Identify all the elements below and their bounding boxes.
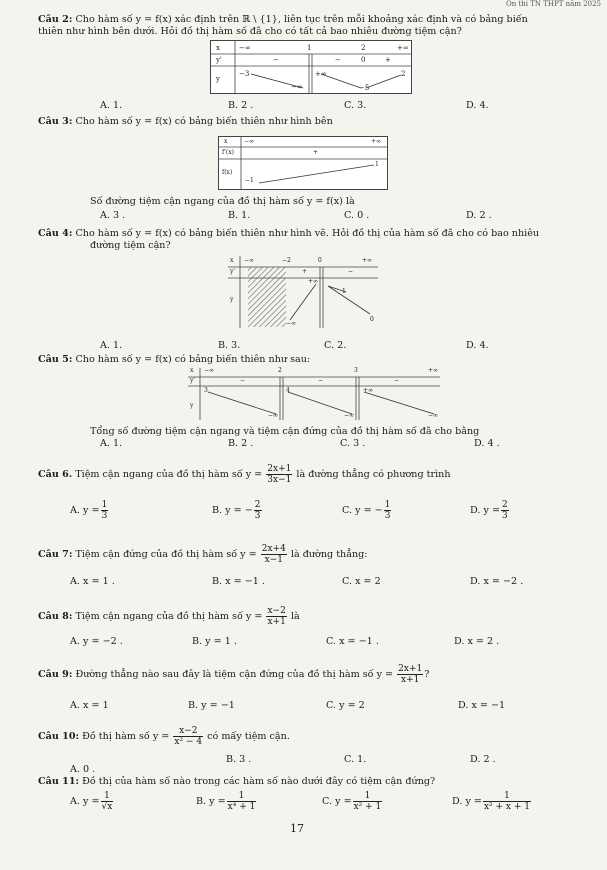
q5-line1: Câu 5: Cho hàm số y = f(x) có bảng biến thiên như sau:: [38, 354, 311, 365]
q5-line2: Tổng số đường tiệm cận ngang và tiệm cận đứng của đồ thị hàm số đã cho bằng: [90, 426, 480, 437]
q5-x-label: x: [190, 367, 194, 374]
q2-yp-label: y': [216, 56, 222, 64]
q4-yv: 0: [370, 316, 374, 323]
q6-option-d[interactable]: D. y = $\frac{2}{3}$: [470, 500, 508, 521]
q11-option-a[interactable]: A. y = $\frac{1}{√x}$: [70, 791, 113, 812]
q5-yv: 3: [204, 387, 208, 394]
q5-option-d[interactable]: D. 4 .: [474, 438, 500, 449]
q3-variation-table: [218, 136, 388, 190]
q2-option-c[interactable]: C. 3.: [344, 100, 367, 111]
q2-arrow-3: [366, 75, 401, 88]
q4-arrow-3: [328, 286, 370, 314]
q2-xv: 2: [361, 44, 366, 52]
q5-xv: 2: [278, 367, 282, 374]
q10-stem: Câu 10: Đồ thị hàm số y = $\frac{x-2}{\text{x² − 4}}$ có mấy tiệm cận.: [38, 726, 290, 747]
q10-option-b[interactable]: B. 3 .: [226, 754, 252, 765]
q2-option-a[interactable]: A. 1.: [100, 100, 123, 111]
q9-option-d[interactable]: D. x = −1: [458, 700, 506, 711]
q2-option-b[interactable]: B. 2 .: [228, 100, 254, 111]
q2-variation-table: [210, 40, 412, 94]
q5-yv: −∞: [268, 412, 279, 419]
q8-fraction: $\frac{x-2}{x+1}$: [267, 606, 286, 627]
q10-option-c[interactable]: C. 1.: [344, 754, 367, 765]
q4-option-d[interactable]: D. 4.: [466, 340, 489, 351]
q4-line1: Câu 4: Cho hàm số y = f(x) có bảng biến thiên như hình vẽ. Hỏi đồ thị của hàm số đã cho có bao nhiêu: [38, 228, 540, 239]
q2-y-label: y: [216, 75, 220, 83]
q4-arrow-1: [290, 284, 316, 320]
q4-yv: +∞: [308, 278, 319, 285]
q11-option-c[interactable]: C. y = $\frac{1}{\text{x² + 1}}$: [322, 791, 382, 812]
q8-option-b[interactable]: B. y = 1 .: [192, 636, 237, 647]
q3-x-label: x: [224, 138, 228, 145]
q5-xv: 3: [354, 367, 358, 374]
q3-xv: −∞: [244, 138, 255, 145]
q6-option-c[interactable]: C. y = − $\frac{1}{3}$: [342, 500, 391, 521]
q11-option-d[interactable]: D. y = $\frac{1}{\text{x² + x + 1}}$: [452, 791, 530, 812]
q5-variation-table: [188, 368, 440, 420]
q2-yv: 2: [401, 70, 406, 78]
q5-yv: +∞: [363, 387, 374, 394]
q6-option-a[interactable]: A. y = $\frac{1}{3}$: [70, 500, 108, 521]
q3-option-a[interactable]: A. 3 .: [100, 210, 126, 221]
q5-option-a[interactable]: A. 1.: [100, 438, 123, 449]
q10-option-a[interactable]: A. 0 .: [70, 764, 96, 775]
q6-option-b[interactable]: B. y = − $\frac{2}{3}$: [212, 500, 261, 521]
q7-option-b[interactable]: B. x = −1 .: [212, 576, 265, 587]
q11-option-b[interactable]: B. y = $\frac{1}{\text{x⁴ + 1}}$: [196, 791, 256, 812]
q8-option-c[interactable]: C. x = −1 .: [326, 636, 379, 647]
q11-stem: Câu 11: Đồ thị của hàm số nào trong các hàm số nào dưới đây có tiệm cận đứng?: [38, 776, 436, 787]
q9-option-c[interactable]: C. y = 2: [326, 700, 365, 711]
q8-stem: Câu 8: Tiệm cận ngang của đồ thị hàm số y = $\frac{x-2}{x+1}$ là: [38, 606, 300, 627]
q3-y-label: f(x): [222, 169, 233, 176]
q3-option-c[interactable]: C. 0 .: [344, 210, 370, 221]
q4-sign: +: [302, 268, 308, 275]
q7-option-d[interactable]: D. x = −2 .: [470, 576, 524, 587]
q10-option-d[interactable]: D. 2 .: [470, 754, 496, 765]
q4-xv: +∞: [362, 257, 373, 264]
q2-yv: −3: [239, 70, 250, 78]
q9-fraction: $\frac{2x+1}{x+1}$: [398, 664, 423, 685]
q4-xv: 0: [318, 257, 322, 264]
q2-x-label: x: [216, 44, 220, 52]
q2-option-d[interactable]: D. 4.: [466, 100, 489, 111]
q3-sign: +: [313, 149, 319, 156]
q5-sign: −: [394, 377, 400, 384]
q3-yp-label: f'(x): [222, 149, 234, 156]
q4-line2: đường tiệm cận?: [90, 240, 171, 251]
q2-sign: 0: [361, 56, 366, 64]
q4-hatched-region: [248, 267, 286, 327]
q4-xv: −2: [282, 257, 291, 264]
q5-table-svg: [188, 368, 440, 420]
q2-yv: +∞: [315, 70, 327, 78]
q9-option-a[interactable]: A. x = 1: [70, 700, 109, 711]
q5-yv: −∞: [344, 412, 355, 419]
q5-arrow-1: [208, 392, 276, 414]
q10-fraction: $\frac{x-2}{\text{x² − 4}}$: [174, 726, 203, 747]
q3-line1: Câu 3: Cho hàm số y = f(x) có bảng biến thiên như hình bên: [38, 116, 333, 127]
q5-yv: 4: [286, 387, 290, 394]
q4-yv: 1: [342, 288, 346, 295]
q4-option-b[interactable]: B. 3.: [218, 340, 241, 351]
q9-option-b[interactable]: B. y = −1: [188, 700, 235, 711]
q4-y-label: y: [230, 296, 234, 303]
q5-xv: +∞: [428, 367, 439, 374]
q8-option-a[interactable]: A. y = −2 .: [70, 636, 123, 647]
q3-option-b[interactable]: B. 1.: [228, 210, 251, 221]
q6-fraction: $\frac{2x+1}{3x-1}$: [267, 464, 292, 485]
q3-yv: 1: [375, 161, 379, 168]
q7-stem: Câu 7: Tiệm cận đứng của đồ thị hàm số y = $\frac{2x+4}{x-1}$ là đường thẳng:: [38, 544, 368, 565]
q2-sign: −: [273, 56, 279, 64]
q5-option-c[interactable]: C. 3 .: [340, 438, 366, 449]
q5-yv: −∞: [428, 412, 439, 419]
q8-option-d[interactable]: D. x = 2 .: [454, 636, 500, 647]
q3-option-d[interactable]: D. 2 .: [466, 210, 492, 221]
q5-arrow-2: [288, 392, 352, 414]
q5-sign: −: [318, 377, 324, 384]
q4-xv: −∞: [244, 257, 255, 264]
q2-xv: −∞: [239, 44, 251, 52]
q2-sign: +: [385, 56, 391, 64]
q2-line2: thiên như hình bên dưới. Hỏi đồ thị hàm số đã cho có tất cả bao nhiêu đường tiệm cận?: [38, 26, 462, 37]
q5-sign: −: [240, 377, 246, 384]
q2-sign: −: [335, 56, 341, 64]
page-number: 17: [290, 822, 304, 835]
q4-sign: −: [348, 268, 354, 275]
q2-arrow-2: [321, 74, 361, 88]
q5-xv: −∞: [204, 367, 215, 374]
q4-yp-label: y': [230, 268, 236, 275]
q7-fraction: $\frac{2x+4}{x-1}$: [261, 544, 286, 565]
page-header: Ôn thi TN THPT năm 2025: [505, 0, 601, 8]
q7-option-a[interactable]: A. x = 1 .: [70, 576, 115, 587]
q3-xv: +∞: [371, 138, 382, 145]
q2-yv: −5: [359, 84, 370, 92]
q4-option-c[interactable]: C. 2.: [324, 340, 347, 351]
q3-line2: Số đường tiệm cận ngang của đồ thị hàm số y = f(x) là: [90, 196, 355, 207]
q4-variation-table: [228, 256, 378, 328]
q4-x-label: x: [230, 257, 234, 264]
q9-stem: Câu 9: Đường thẳng nào sau đây là tiệm cận đứng của đồ thị hàm số y = $\frac{2x+1}{x+1}$ ?: [38, 664, 430, 685]
q5-y-label: y: [190, 402, 194, 409]
q4-option-a[interactable]: A. 1.: [100, 340, 123, 351]
q5-arrow-3: [364, 392, 434, 414]
q7-option-c[interactable]: C. x = 2: [342, 576, 381, 587]
q3-arrow: [259, 165, 374, 183]
q2-xv: +∞: [397, 44, 409, 52]
q5-yp-label: y': [190, 377, 196, 384]
q3-yv: −1: [245, 177, 254, 184]
q6-stem: Câu 6. Tiệm cận ngang của đồ thị hàm số y = $\frac{2x+1}{3x-1}$ là đường thẳng có phương trình: [38, 464, 451, 485]
q5-option-b[interactable]: B. 2 .: [228, 438, 254, 449]
q2-yv: −∞: [291, 83, 303, 91]
q2-line1: Câu 2: Cho hàm số y = f(x) xác định trên ℝ \ {1}, liên tục trên mỗi khoảng xác định và có bảng biến: [38, 14, 528, 25]
q2-xv: 1: [307, 44, 312, 52]
q4-yv: −∞: [286, 320, 297, 327]
